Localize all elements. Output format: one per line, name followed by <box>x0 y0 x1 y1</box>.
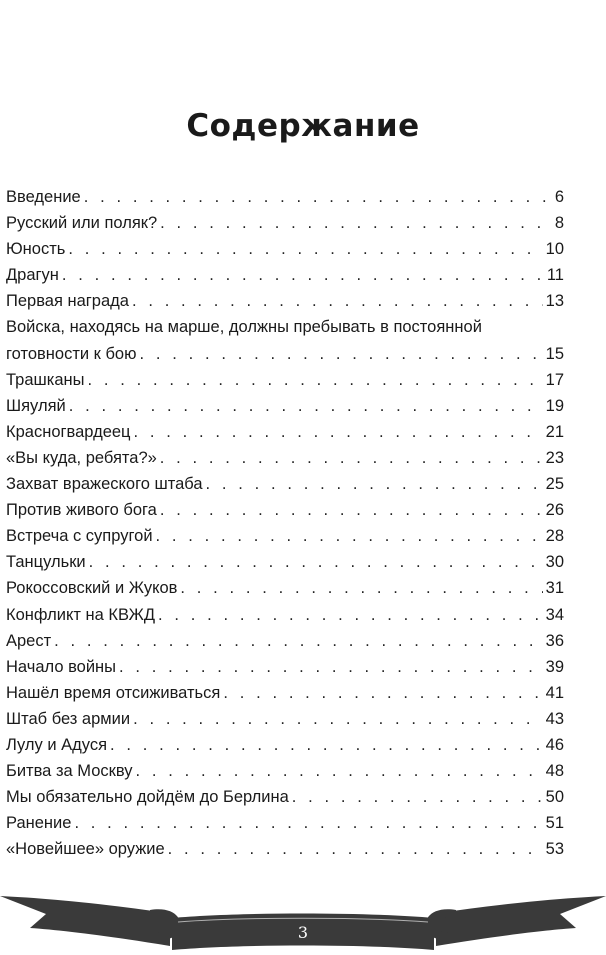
dot-leader <box>292 784 543 810</box>
dot-leader <box>160 497 543 523</box>
toc-entry[interactable] <box>6 836 564 862</box>
dot-leader <box>158 602 543 628</box>
toc-entry-page: 39 <box>545 657 564 676</box>
toc-entry-label: Первая награда <box>6 292 129 311</box>
toc-entry[interactable] <box>6 784 564 810</box>
toc-entry-label-line1: Войска, находясь на марше, должны пребывать в постоянной <box>6 318 482 337</box>
toc-entry-page: 34 <box>545 605 564 624</box>
dot-leader <box>132 288 543 314</box>
toc-entry-label: Рокоссовский и Жуков <box>6 579 178 598</box>
toc-entry-page: 36 <box>545 631 564 650</box>
toc-entry-page: 31 <box>545 579 564 598</box>
dot-leader <box>62 262 544 288</box>
toc-entry-page: 23 <box>545 448 564 467</box>
toc-entry-page: 10 <box>545 240 564 259</box>
toc-entry-page: 25 <box>545 475 564 494</box>
toc-entry-label: Красногвардеец <box>6 422 131 441</box>
dot-leader <box>119 654 543 680</box>
toc-entry[interactable] <box>6 419 564 445</box>
dot-leader <box>54 628 542 654</box>
toc-entry[interactable] <box>6 758 564 784</box>
toc-entry-label: Введение <box>6 188 81 206</box>
toc-entry-label: Танцульки <box>6 553 86 572</box>
toc-entry-label: Мы обязательно дойдём до Берлина <box>6 788 289 807</box>
toc-entry-label: Начало войны <box>6 657 117 676</box>
dot-leader <box>87 367 542 393</box>
toc-entry-label: Юность <box>6 240 66 259</box>
toc-entry-page: 11 <box>546 266 564 285</box>
toc-entry-label: Конфликт на КВЖД <box>6 605 156 624</box>
toc-entry[interactable] <box>6 680 564 706</box>
toc-entry[interactable] <box>6 549 564 575</box>
dot-leader <box>140 341 543 367</box>
toc-entry[interactable] <box>6 210 564 236</box>
page-title: Содержание <box>186 108 420 144</box>
toc-entry[interactable] <box>6 810 564 836</box>
toc-entry-page: 19 <box>545 396 564 415</box>
toc-entry-page: 43 <box>545 709 564 728</box>
dot-leader <box>74 810 542 836</box>
dot-leader <box>84 184 552 210</box>
dot-leader <box>160 445 543 471</box>
toc-entry-label: Нашёл время отсиживаться <box>6 683 221 702</box>
dot-leader <box>68 236 542 262</box>
toc-entry-page: 46 <box>545 735 564 754</box>
toc-entry[interactable] <box>6 654 564 680</box>
dot-leader <box>136 758 543 784</box>
toc-entry[interactable] <box>6 497 564 523</box>
toc-entry-page: 41 <box>545 683 564 702</box>
toc-entry-label: Русский или поляк? <box>6 214 158 233</box>
dot-leader <box>134 419 543 445</box>
toc-entry[interactable] <box>6 288 564 314</box>
toc-entry-page: 51 <box>545 814 564 833</box>
toc-entry[interactable] <box>6 602 564 628</box>
page-number: 3 <box>297 923 309 942</box>
toc-entry-page: 15 <box>545 344 564 363</box>
toc-entry-multiline[interactable] <box>6 314 564 366</box>
toc-entry[interactable] <box>6 445 564 471</box>
toc-entry-label: готовности к бою <box>6 344 137 363</box>
table-of-contents <box>6 184 564 862</box>
ribbon-banner-icon <box>0 888 606 955</box>
dot-leader <box>168 836 543 862</box>
toc-entry-page: 6 <box>554 188 564 206</box>
toc-entry-label: Штаб без армии <box>6 709 131 728</box>
toc-entry-page: 8 <box>554 214 564 233</box>
dot-leader <box>89 549 543 575</box>
toc-entry[interactable] <box>6 393 564 419</box>
toc-entry-page: 17 <box>545 370 564 389</box>
toc-entry-label: Шяуляй <box>6 396 66 415</box>
toc-entry-page: 26 <box>545 501 564 520</box>
dot-leader <box>110 732 543 758</box>
toc-entry-label: Лулу и Адуся <box>6 735 108 754</box>
toc-entry-page: 48 <box>545 762 564 781</box>
toc-entry[interactable] <box>6 262 564 288</box>
toc-entry-label: Трашканы <box>6 370 85 389</box>
toc-entry-page: 13 <box>545 292 564 311</box>
dot-leader <box>223 680 542 706</box>
toc-entry-label: Арест <box>6 631 52 650</box>
dot-leader <box>133 706 543 732</box>
toc-entry-label: Встреча с супругой <box>6 527 153 546</box>
toc-entry-label: «Новейшее» оружие <box>6 840 165 859</box>
toc-entry[interactable] <box>6 184 564 210</box>
toc-entry-label: Битва за Москву <box>6 762 133 781</box>
dot-leader <box>160 210 552 236</box>
toc-entry[interactable] <box>6 575 564 601</box>
toc-entry[interactable] <box>6 732 564 758</box>
toc-entry-label: Захват вражеского штаба <box>6 475 203 494</box>
toc-entry-page: 30 <box>545 553 564 572</box>
dot-leader <box>206 471 543 497</box>
dot-leader <box>180 575 542 601</box>
toc-entry-page: 28 <box>545 527 564 546</box>
toc-entry[interactable] <box>6 523 564 549</box>
toc-entry-label: Против живого бога <box>6 501 157 520</box>
toc-entry-page: 53 <box>545 840 564 859</box>
toc-entry-label: «Вы куда, ребята?» <box>6 448 157 467</box>
dot-leader <box>69 393 543 419</box>
toc-entry[interactable] <box>6 471 564 497</box>
toc-entry[interactable] <box>6 367 564 393</box>
toc-entry-label: Драгун <box>6 266 59 285</box>
toc-entry[interactable] <box>6 628 564 654</box>
toc-entry-page: 50 <box>545 788 564 807</box>
toc-entry-label: Ранение <box>6 814 72 833</box>
toc-entry-page: 21 <box>545 422 564 441</box>
toc-entry[interactable] <box>6 236 564 262</box>
toc-entry[interactable] <box>6 706 564 732</box>
dot-leader <box>156 523 543 549</box>
